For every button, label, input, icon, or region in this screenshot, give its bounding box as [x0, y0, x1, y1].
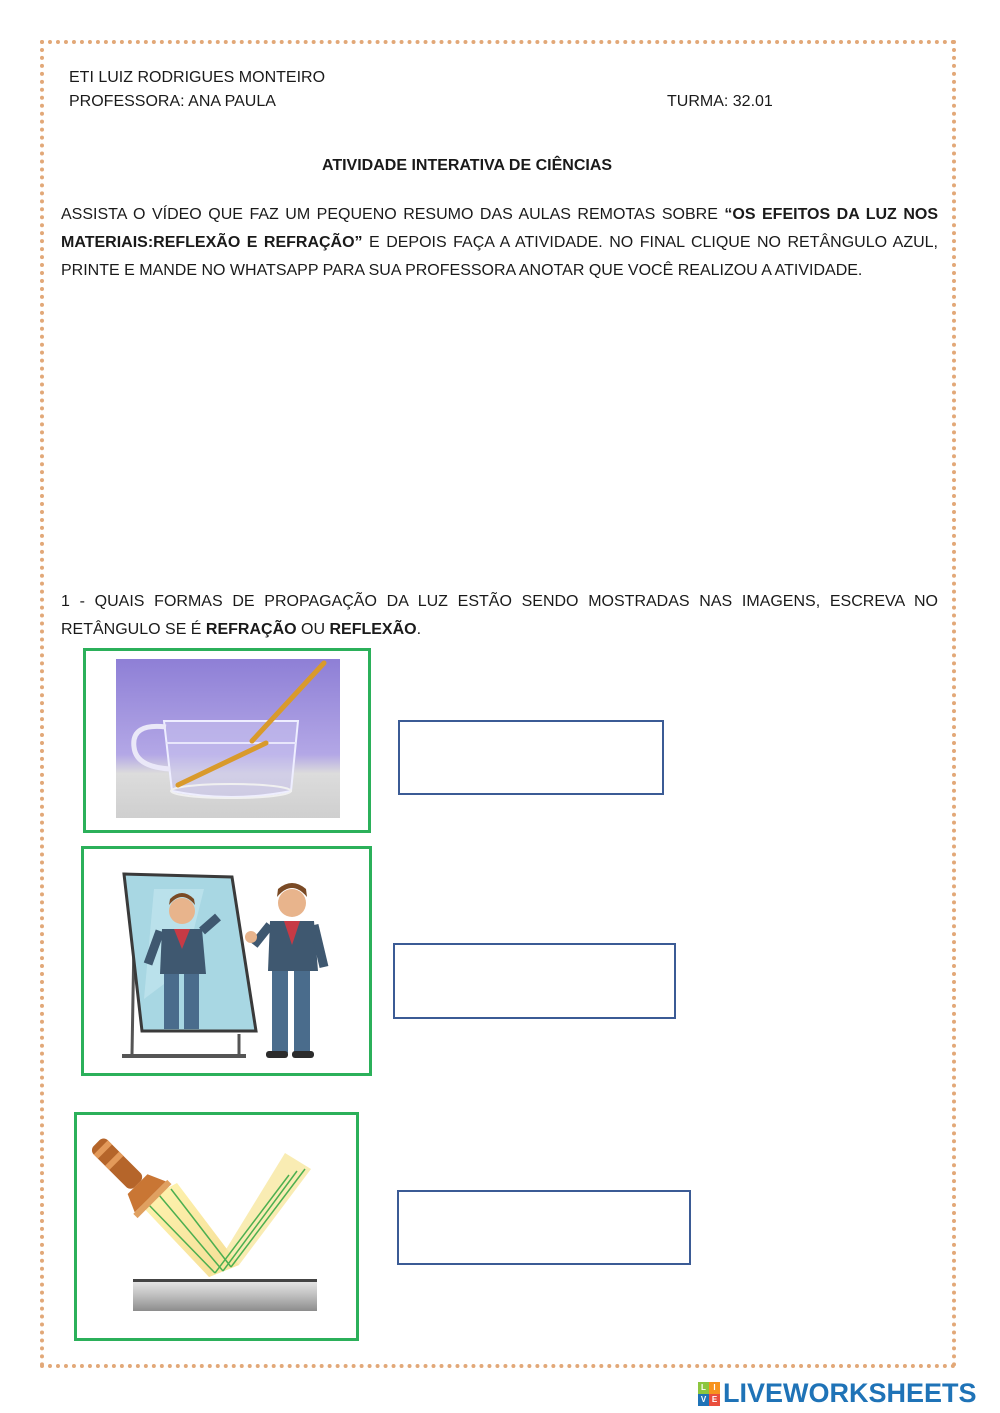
school-name: ETI LUIZ RODRIGUES MONTEIRO	[69, 69, 326, 86]
instructions-topic: “OS EFEITOS DA LUZ NOS MATERIAIS:REFLEXÃO E REFRAÇÃO”	[61, 206, 938, 251]
page-title: ATIVIDADE INTERATIVA DE CIÊNCIAS	[321, 157, 613, 174]
answer-input-1[interactable]	[398, 720, 664, 795]
instructions-paragraph	[61, 201, 938, 285]
flashlight-reflection-image	[74, 1112, 359, 1341]
pencil-in-water-image	[83, 648, 371, 833]
brand-name: LIVEWORKSHEETS	[723, 1378, 977, 1408]
question-1-text: 1 - QUAIS FORMAS DE PROPAGAÇÃO DA LUZ ESTÃO SENDO MOSTRADAS NAS IMAGENS, ESCREVA NO RETÂNGULO SE É	[61, 593, 938, 638]
option-reflection: REFLEXÃO	[329, 621, 417, 638]
answer-input-2[interactable]	[393, 943, 676, 1019]
instructions-part2: E DEPOIS FAÇA A ATIVIDADE. NO FINAL CLIQUE NO RETÂNGULO AZUL, PRINTE E MANDE NO WHATSAPP PARA SUA PROFESSORA ANOTAR QUE VOCÊ REALIZOU A ATIVIDADE.	[61, 234, 939, 279]
option-refraction: REFRAÇÃO	[205, 621, 297, 638]
brand-mark-icon: L I V E	[698, 1382, 720, 1406]
question-1	[61, 588, 938, 644]
question-1-end: .	[416, 621, 422, 638]
instructions-part1: ASSISTA O VÍDEO QUE FAZ UM PEQUENO RESUMO DAS AULAS REMOTAS SOBRE	[61, 206, 725, 223]
teacher-name: PROFESSORA: ANA PAULA	[69, 93, 276, 110]
answer-input-3[interactable]	[397, 1190, 691, 1265]
class-label: TURMA: 32.01	[667, 93, 773, 110]
question-1-connector: OU	[296, 621, 330, 638]
liveworksheets-logo	[698, 1378, 977, 1409]
mirror-reflection-image	[81, 846, 372, 1076]
